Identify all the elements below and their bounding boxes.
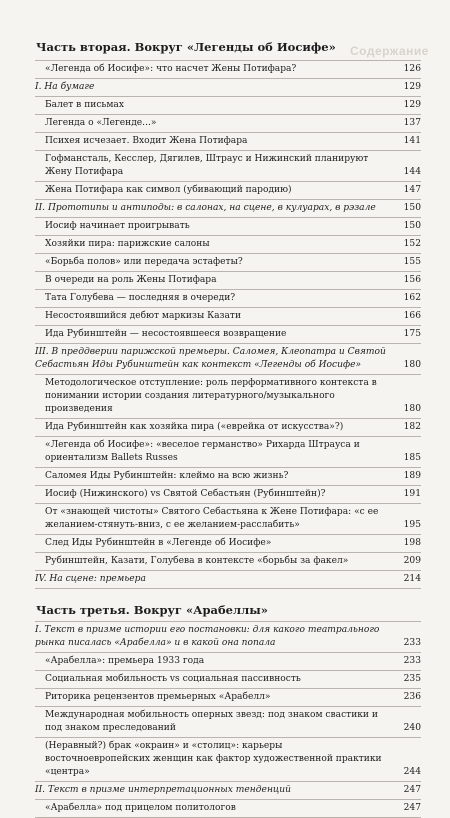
toc-entry-page: 147 [403,185,421,195]
toc-entry-page: 155 [403,257,421,267]
toc-entry-title: «Арабелла» под прицелом политологов [45,803,236,813]
toc-entry-page: 162 [403,293,421,303]
toc-entry-page: 240 [403,723,421,733]
toc-entry-title: I. Текст в призме истории его постановки: для какого театрального рынка писалась «Арабелла» и в какой она попала [35,625,380,648]
toc-entry [35,552,421,570]
toc-entry-page: 236 [403,692,421,702]
toc-entry-page: 150 [403,221,421,231]
toc-entry [35,235,421,253]
toc-entry-page: 244 [403,767,421,777]
toc-entry-page: 189 [403,471,421,481]
toc-entry-title: «Легенда об Иосифе»: что насчет Жены Потифара? [45,64,297,74]
toc-entry [35,132,421,150]
toc-entry [35,485,421,503]
toc-entry-page: 185 [403,453,421,463]
toc-entry [35,418,421,436]
table-of-contents [35,40,421,818]
toc-entry-title: Легенда о «Легенде...» [45,118,157,128]
toc-entry-title: Хозяйки пира: парижские салоны [45,239,210,249]
toc-entry-title: II. Текст в призме интерпретационных тенденций [35,785,291,795]
toc-entry-page: 233 [403,638,421,648]
toc-entry-title: От «знающей чистоты» Святого Себастьяна к Жене Потифара: «с ее желанием-стянуть-вниз, с ее желанием-расслабить» [45,507,379,530]
toc-entry-title: Несостоявшийся дебют маркизы Казати [45,311,242,321]
toc-entry-title: Международная мобильность оперных звезд: под знаком свастики и под знаком преследований [45,710,378,733]
toc-entry-title: «Легенда об Иосифе»: «веселое германство» Рихарда Штрауса и ориентализм Ballets Russes [45,440,360,463]
toc-section-entry [35,343,421,374]
toc-entry-title: Гофмансталь, Кесслер, Дягилев, Штраус и Нижинский планируют Жену Потифара [45,154,369,177]
part-three-title: Часть третья. Вокруг «Арабеллы» [36,603,268,617]
toc-entry-title: Психея исчезает. Входит Жена Потифара [45,136,248,146]
toc-entry-page: 180 [403,360,421,370]
toc-entry-page: 152 [403,239,421,249]
toc-section-entry [35,621,421,652]
part-two-entries [35,60,421,589]
toc-entry-page: 129 [403,100,421,110]
toc-entry-page: 166 [403,311,421,321]
part-three-entries [35,621,421,818]
toc-entry [35,688,421,706]
toc-entry [35,374,421,418]
toc-entry-title: III. В преддверии парижской премьеры. Саломея, Клеопатра и Святой Себастьян Иды Рубинштейн как контекст «Легенды об Иосифе» [35,347,386,370]
toc-entry [35,436,421,467]
toc-entry-page: 182 [403,422,421,432]
toc-entry [35,96,421,114]
part-two-title: Часть вторая. Вокруг «Легенды об Иосифе» [36,40,336,54]
toc-entry-title: II. Прототипы и антиподы: в салонах, на сцене, в кулуарах, в рэзале [35,203,376,213]
toc-section-entry [35,199,421,217]
toc-entry [35,325,421,343]
toc-entry [35,150,421,181]
toc-entry-page: 198 [403,538,421,548]
toc-entry-page: 247 [403,803,421,813]
toc-entry [35,60,421,78]
toc-entry-title: «Арабелла»: премьера 1933 года [45,656,205,666]
toc-entry [35,114,421,132]
toc-entry-title: Иосиф начинает проигрывать [45,221,190,231]
toc-entry [35,307,421,325]
toc-entry-page: 150 [403,203,421,213]
toc-entry-page: 141 [403,136,421,146]
toc-section-entry [35,78,421,96]
toc-entry-title: Тата Голубева — последняя в очереди? [45,293,236,303]
toc-entry-page: 137 [403,118,421,128]
toc-entry [35,534,421,552]
toc-entry-title: Ида Рубинштейн — несостоявшееся возвращение [45,329,287,339]
toc-entry-title: «Борьба полов» или передача эстафеты? [45,257,243,267]
toc-entry-page: 156 [403,275,421,285]
toc-section-entry [35,570,421,589]
toc-entry-title: (Неравный?) брак «окраин» и «столиц»: карьеры восточноевропейских женщин как фактор художественной практики «центра» [45,741,382,777]
toc-entry-title: Балет в письмах [45,100,124,110]
toc-entry [35,271,421,289]
toc-entry [35,467,421,485]
toc-entry [35,652,421,670]
toc-entry-title: Социальная мобильность vs социальная пассивность [45,674,301,684]
toc-entry-title: IV. На сцене: премьера [35,574,146,584]
toc-entry-page: 144 [403,167,421,177]
toc-entry-page: 209 [403,556,421,566]
toc-entry [35,253,421,271]
toc-entry-page: 247 [403,785,421,795]
toc-entry [35,181,421,199]
toc-entry-page: 180 [403,404,421,414]
toc-entry-title: Жена Потифара как символ (убивающий пародию) [45,185,292,195]
toc-entry-title: I. На бумаге [35,82,95,92]
toc-entry [35,289,421,307]
toc-entry-page: 235 [403,674,421,684]
toc-entry-page: 129 [403,82,421,92]
toc-entry-title: Саломея Иды Рубинштейн: клеймо на всю жизнь? [45,471,289,481]
toc-entry-page: 214 [403,574,421,584]
toc-entry [35,799,421,818]
toc-entry-page: 175 [403,329,421,339]
toc-entry [35,706,421,737]
toc-entry-title: Методологическое отступление: роль перформативного контекста в понимании истории создания литературного/музыкального произведения [45,378,377,414]
toc-entry-page: 126 [403,64,421,74]
toc-entry [35,217,421,235]
toc-entry-title: Риторика рецензентов премьерных «Арабелл» [45,692,271,702]
toc-entry-page: 191 [403,489,421,499]
toc-entry-page: 195 [403,520,421,530]
toc-entry-title: Рубинштейн, Казати, Голубева в контексте «борьбы за факел» [45,556,349,566]
toc-section-entry [35,781,421,799]
toc-entry-title: След Иды Рубинштейн в «Легенде об Иосифе» [45,538,272,548]
toc-entry-title: Ида Рубинштейн как хозяйка пира («еврейка от искусства»?) [45,422,344,432]
toc-entry-page: 233 [403,656,421,666]
toc-entry [35,737,421,781]
toc-entry [35,670,421,688]
running-header-mark: Содержание [350,44,429,58]
toc-entry-title: В очереди на роль Жены Потифара [45,275,217,285]
toc-entry [35,503,421,534]
toc-entry-title: Иосиф (Нижинского) vs Святой Себастьян (Рубинштейн)? [45,489,326,499]
